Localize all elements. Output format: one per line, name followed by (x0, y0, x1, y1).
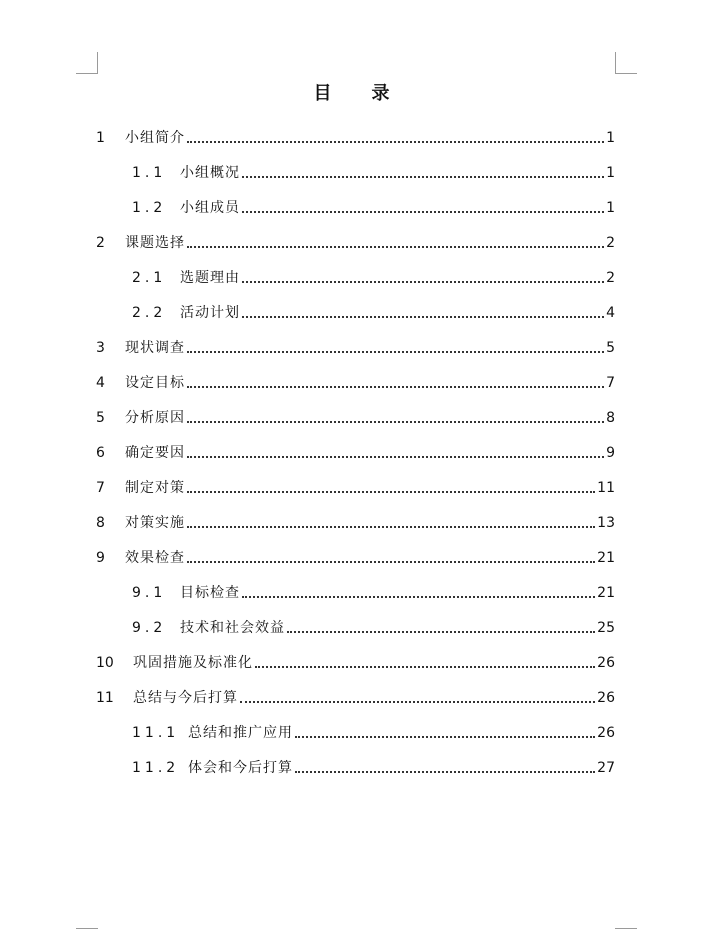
toc-leader-dots (287, 631, 595, 633)
toc-entry[interactable] (0, 371, 703, 393)
crop-mark-top-right-v (615, 52, 616, 74)
toc-entry-line (180, 198, 615, 218)
toc-title-char-1: 目 (313, 83, 332, 104)
crop-mark-bottom-right-h (615, 928, 637, 929)
toc-entry-label: 效果检查 (125, 550, 185, 566)
toc-entry-label: 课题选择 (125, 235, 185, 251)
toc-entry[interactable] (0, 161, 703, 183)
toc-leader-dots (255, 666, 595, 668)
toc-entry[interactable] (0, 651, 703, 673)
toc-leader-dots (242, 211, 604, 213)
toc-entry-number: 2.2 (132, 305, 167, 321)
toc-entry-label: 活动计划 (180, 305, 240, 321)
toc-entry-number: 3 (96, 340, 105, 356)
toc-entry-line (125, 478, 615, 498)
toc-entry-label: 现状调查 (125, 340, 185, 356)
crop-mark-top-right-h (615, 73, 637, 74)
toc-entry-page: 13 (597, 515, 615, 531)
crop-mark-top-left-v (97, 52, 98, 74)
toc-entry[interactable] (0, 476, 703, 498)
toc-entry-line (125, 338, 615, 358)
crop-mark-top-left-h (76, 73, 98, 74)
toc-entry-number: 9.2 (132, 620, 167, 636)
toc-entry-page: 1 (606, 200, 615, 216)
toc-entry-line (133, 688, 615, 708)
toc-entry-label: 小组简介 (125, 130, 185, 146)
toc-entry-label: 选题理由 (180, 270, 240, 286)
toc-entry-page: 2 (606, 235, 615, 251)
toc-entry[interactable] (0, 441, 703, 463)
toc-leader-dots (187, 491, 595, 493)
toc-entry-line (180, 303, 615, 323)
toc-entry[interactable] (0, 266, 703, 288)
toc-entry[interactable] (0, 196, 703, 218)
toc-entry-label: 目标检查 (180, 585, 240, 601)
toc-leader-dots (187, 351, 604, 353)
toc-entry[interactable] (0, 126, 703, 148)
toc-entry-page: 1 (606, 165, 615, 181)
toc-entry-number: 4 (96, 375, 105, 391)
toc-entry-page: 26 (597, 725, 615, 741)
toc-entry-label: 小组概况 (180, 165, 240, 181)
toc-entry-page: 26 (597, 655, 615, 671)
toc-entry-label: 分析原因 (125, 410, 185, 426)
toc-leader-dots (187, 246, 604, 248)
toc-entry[interactable] (0, 616, 703, 638)
toc-entry[interactable] (0, 756, 703, 778)
toc-entry-label: 巩固措施及标准化 (133, 655, 253, 671)
toc-entry-page: 5 (606, 340, 615, 356)
toc-entry-line (125, 373, 615, 393)
toc-entry[interactable] (0, 231, 703, 253)
toc-entry-label: 制定对策 (125, 480, 185, 496)
toc-entry-page: 26 (597, 690, 615, 706)
toc-entry-line (180, 268, 615, 288)
toc-entry[interactable] (0, 721, 703, 743)
toc-entry-number: 6 (96, 445, 105, 461)
toc-entry-page: 8 (606, 410, 615, 426)
toc-entry-page: 25 (597, 620, 615, 636)
toc-entry-page: 2 (606, 270, 615, 286)
toc-entry-number: 2.1 (132, 270, 167, 286)
toc-entry-line (180, 583, 615, 603)
toc-entry-label: 对策实施 (125, 515, 185, 531)
toc-entry-page: 4 (606, 305, 615, 321)
toc-entry-label: 总结和推广应用 (188, 725, 293, 741)
toc-entry-label: 确定要因 (125, 445, 185, 461)
toc-entry-number: 9.1 (132, 585, 167, 601)
toc-leader-dots (187, 386, 604, 388)
toc-entry-label: 体会和今后打算 (188, 760, 293, 776)
toc-entry-page: 11 (597, 480, 615, 496)
toc-entry-number: 9 (96, 550, 105, 566)
toc-entry-line (125, 513, 615, 533)
toc-leader-dots (242, 281, 604, 283)
toc-entry-line (125, 548, 615, 568)
toc-entry-number: 8 (96, 515, 105, 531)
crop-mark-bottom-left-h (76, 928, 98, 929)
toc-entry-line (180, 163, 615, 183)
toc-title-char-2: 录 (371, 83, 390, 104)
toc-entry-number: 1 (96, 130, 105, 146)
toc-entry-number: 11.1 (132, 725, 180, 741)
toc-leader-dots (242, 596, 595, 598)
toc-entry-number: 2 (96, 235, 105, 251)
toc-entry-page: 1 (606, 130, 615, 146)
toc-entry-number: 5 (96, 410, 105, 426)
toc-leader-dots (240, 701, 595, 703)
toc-title (0, 79, 703, 105)
toc-leader-dots (187, 141, 604, 143)
toc-entry-line (125, 443, 615, 463)
toc-entry[interactable] (0, 301, 703, 323)
toc-entry-line (133, 653, 615, 673)
toc-entry-line (125, 233, 615, 253)
toc-entry-number: 1.1 (132, 165, 167, 181)
toc-entry[interactable] (0, 406, 703, 428)
toc-leader-dots (295, 771, 595, 773)
toc-entry[interactable] (0, 546, 703, 568)
toc-entry-line (188, 758, 615, 778)
toc-entry-line (125, 128, 615, 148)
toc-leader-dots (295, 736, 595, 738)
toc-leader-dots (242, 176, 604, 178)
toc-entry-page: 21 (597, 585, 615, 601)
toc-entry-number: 1.2 (132, 200, 167, 216)
toc-entry[interactable] (0, 581, 703, 603)
toc-leader-dots (187, 561, 595, 563)
toc-entry-label: 总结与今后打算 (133, 690, 238, 706)
toc-entry-page: 27 (597, 760, 615, 776)
toc-leader-dots (187, 421, 604, 423)
toc-entry-line (180, 618, 615, 638)
toc-entry-page: 21 (597, 550, 615, 566)
toc-entry-page: 7 (606, 375, 615, 391)
toc-entry-label: 小组成员 (180, 200, 240, 216)
toc-entry-label: 技术和社会效益 (180, 620, 285, 636)
toc-entry[interactable] (0, 686, 703, 708)
toc-entry-line (125, 408, 615, 428)
toc-entry[interactable] (0, 336, 703, 358)
toc-entry-line (188, 723, 615, 743)
toc-leader-dots (187, 456, 604, 458)
toc-leader-dots (242, 316, 604, 318)
toc-entry-number: 11 (96, 690, 114, 706)
toc-leader-dots (187, 526, 595, 528)
toc-entry-page: 9 (606, 445, 615, 461)
toc-entry[interactable] (0, 511, 703, 533)
toc-entry-label: 设定目标 (125, 375, 185, 391)
toc-entry-number: 11.2 (132, 760, 180, 776)
toc-entry-number: 7 (96, 480, 105, 496)
toc-entry-number: 10 (96, 655, 114, 671)
